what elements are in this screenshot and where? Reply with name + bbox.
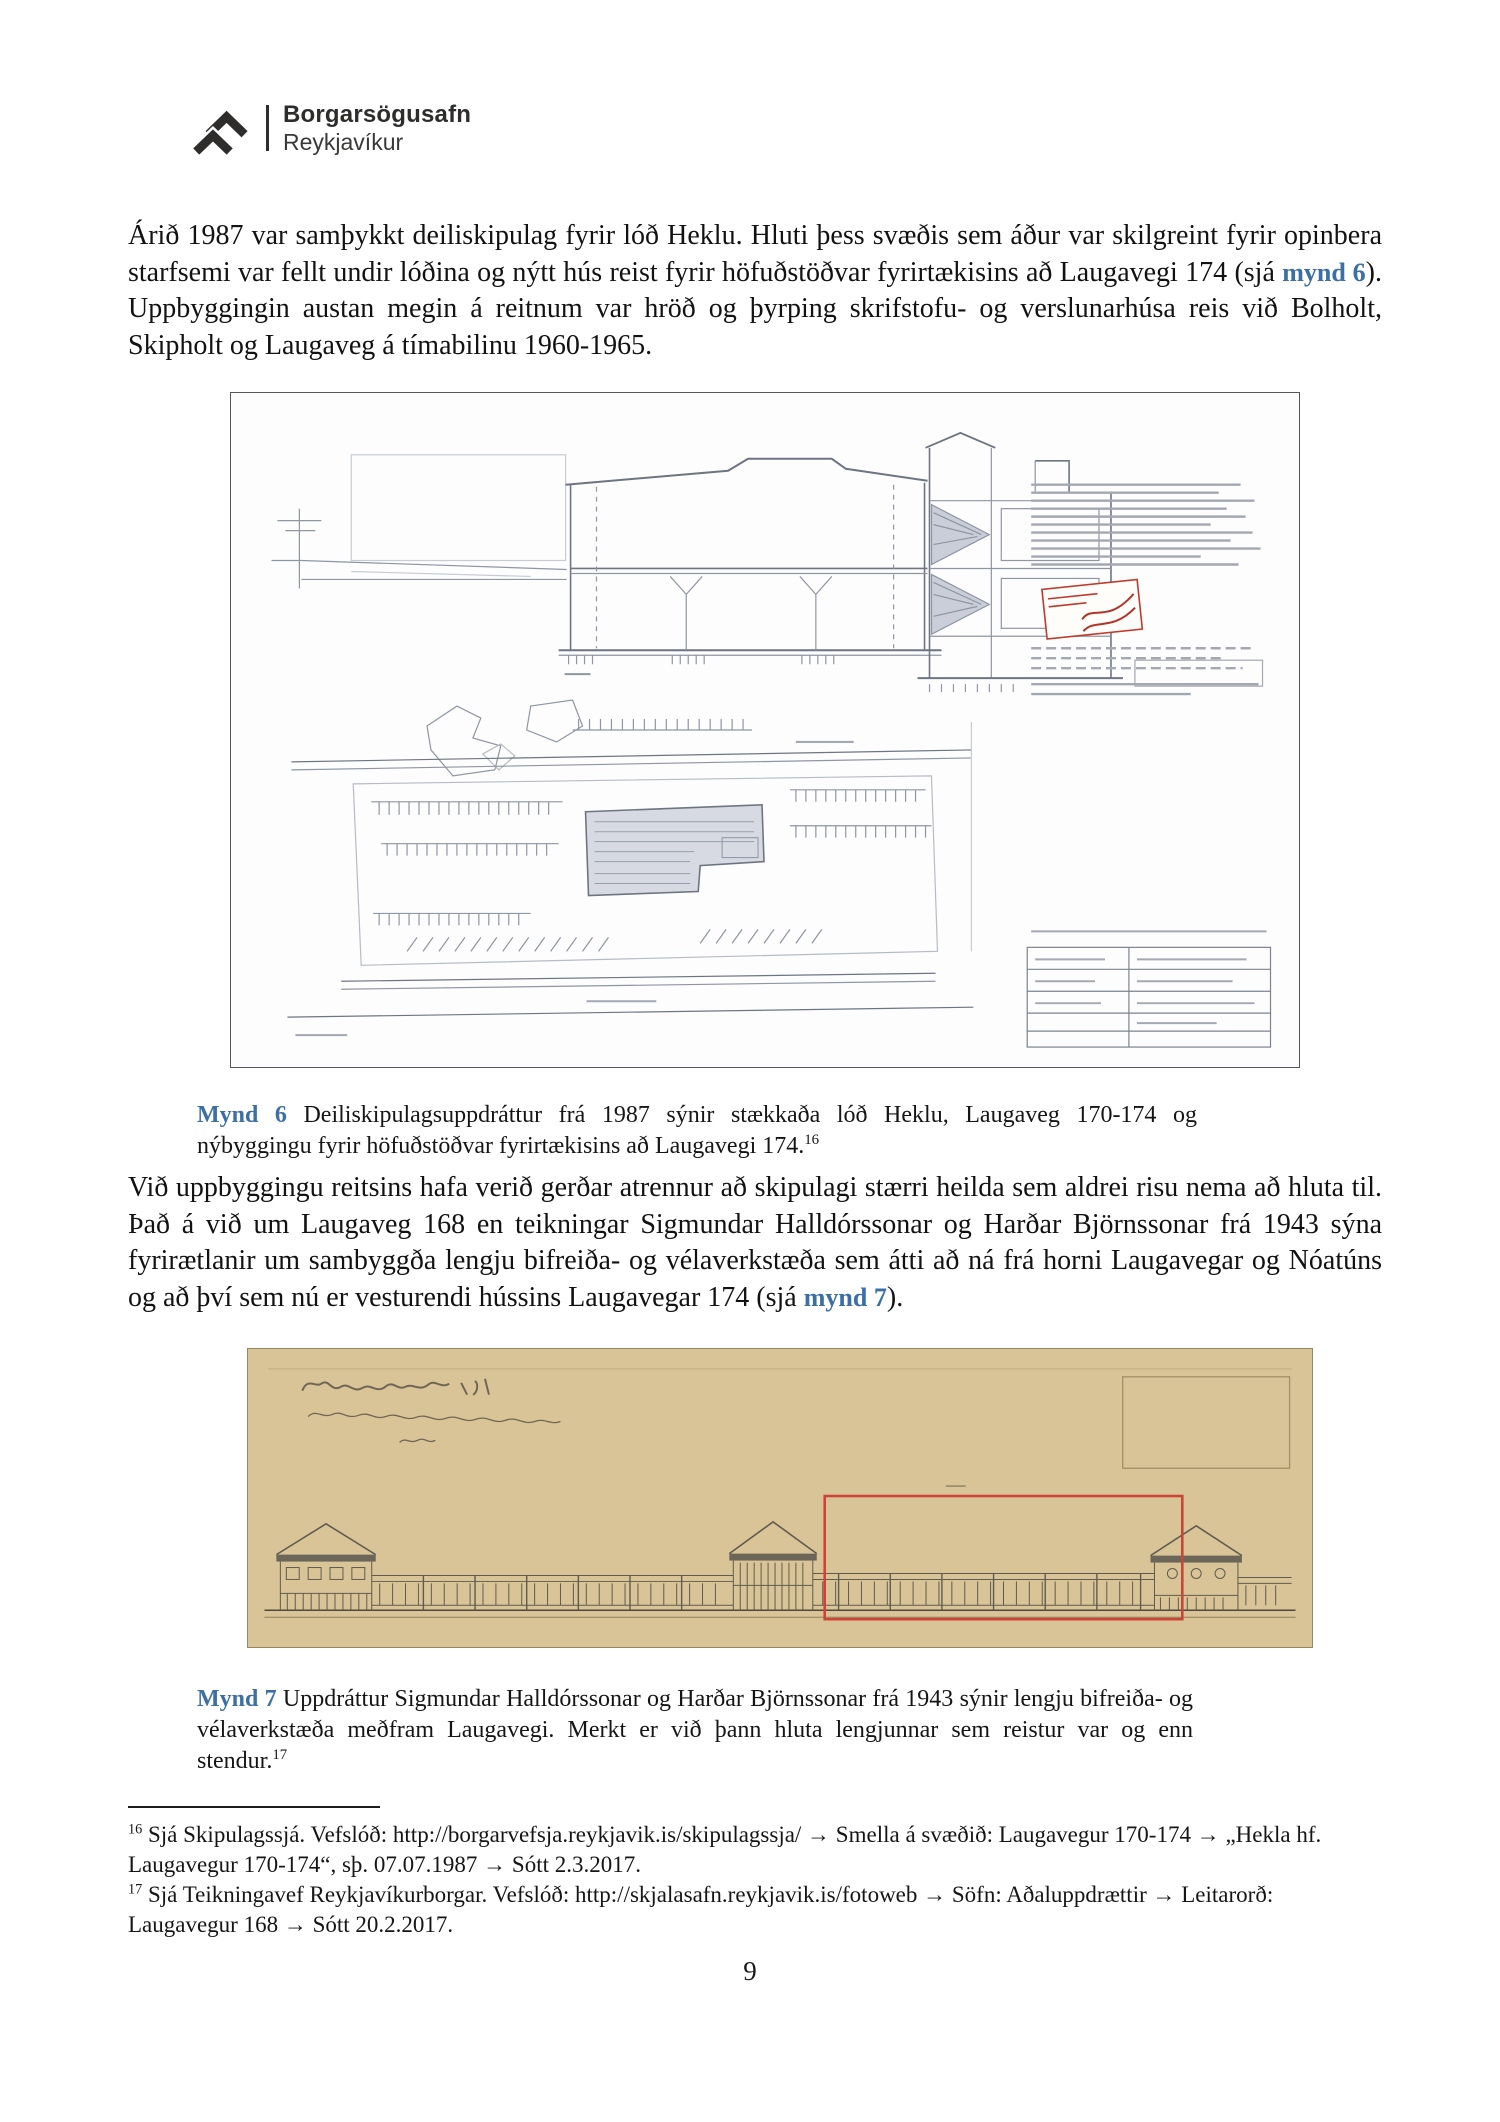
figure-6 bbox=[230, 392, 1300, 1068]
footnote-17-text: Sjá Teikningavef Reykjavíkurborgar. Vefslóð: http://skjalasafn.reykjavik.is/fotoweb → Söfn: Aðaluppdrættir → Leitarorð: Laugavegur 168 → Sótt 20.2.2017. bbox=[128, 1882, 1274, 1937]
logo-divider bbox=[266, 105, 269, 151]
footnote-17 bbox=[128, 1880, 1384, 1939]
figure7-caption bbox=[197, 1684, 1193, 1777]
org-location: Reykjavíkur bbox=[283, 128, 404, 155]
hekla-building-footprint bbox=[586, 805, 764, 896]
footnote-16-marker: 16 bbox=[128, 1821, 143, 1838]
mynd6-reference-link[interactable]: mynd 6 bbox=[1282, 257, 1366, 287]
footnote-17-marker: 17 bbox=[128, 1881, 143, 1898]
paragraph-2-text-after: ). bbox=[886, 1281, 904, 1313]
paragraph-2-text: Við uppbyggingu reitsins hafa verið gerðar atrennur að skipulagi stærri heilda sem aldrei risu nema að hluta til. Það á við um Laugaveg 168 en teikningar Sigmundar Halldórssonar og Harðar Björnssonar frá 1943 sýna fyrirætlanir um sambyggða lengju bifreiða- og vélaverkstæða sem átti að ná frá horni Laugavegar og Nóatúns og að því sem nú er vesturendi hússins Laugavegar 174 (sjá bbox=[128, 1172, 1382, 1313]
figure6-architectural-drawing bbox=[231, 393, 1299, 1067]
figure7-footnote-ref: 17 bbox=[272, 1747, 288, 1763]
figure6-caption-label: Mynd 6 bbox=[197, 1102, 287, 1128]
footnote-16 bbox=[128, 1820, 1384, 1879]
paragraph-1-text: Árið 1987 var samþykkt deiliskipulag fyrir lóð Heklu. Hluti þess svæðis sem áður var skilgreint fyrir opinbera starfsemi var fellt undir lóðina og nýtt hús reist fyrir höfuðstöðvar fyrirtækisins að Laugavegi 174 (sjá bbox=[128, 220, 1382, 288]
figure7-elevation-drawing bbox=[248, 1349, 1312, 1647]
footnote-divider bbox=[128, 1806, 380, 1808]
mynd7-reference-link[interactable]: mynd 7 bbox=[803, 1282, 887, 1312]
figure6-caption bbox=[197, 1100, 1197, 1162]
figure-7 bbox=[247, 1348, 1313, 1648]
borgarsogusafn-logo-icon bbox=[190, 100, 252, 156]
blank-title-block bbox=[1123, 1377, 1290, 1468]
figure6-footnote-ref: 16 bbox=[804, 1132, 820, 1148]
building-section-drawing bbox=[271, 433, 1122, 692]
footnotes-section bbox=[128, 1820, 1384, 1940]
elevation-buildings bbox=[264, 1486, 1295, 1617]
figure6-caption-text: Deiliskipulagsuppdráttur frá 1987 sýnir stækkaða lóð Heklu, Laugaveg 170-174 og nýbyggingu fyrir höfuðstöðvar fyrirtækisins að Laugavegi 174. bbox=[197, 1102, 1197, 1159]
footnote-16-text: Sjá Skipulagssjá. Vefslóð: http://borgarvefsja.reykjavik.is/skipulagssja/ → Smella á svæðið: Laugavegur 170-174 → „Hekla hf. Laugavegur 170-174“, sþ. 07.07.1987 → Sótt 2.3.2017. bbox=[128, 1822, 1322, 1877]
org-name: Borgarsögusafn bbox=[283, 101, 472, 129]
paragraph-1 bbox=[128, 218, 1382, 364]
paragraph-1-text-after: ). Uppbyggingin austan megin á reitnum var hröð og þyrping skrifstofu- og verslunarhúsa reis við Bolholt, Skipholt og Laugaveg á tímabilinu 1960-1965. bbox=[128, 256, 1382, 361]
page-number: 9 bbox=[743, 1956, 757, 1986]
note-box bbox=[1135, 660, 1263, 686]
approval-stamp bbox=[1042, 579, 1142, 639]
street-and-hatching bbox=[287, 929, 973, 1035]
figure7-caption-text: Uppdráttur Sigmundar Halldórssonar og Harðar Björnssonar frá 1943 sýnir lengju bifreiða- og vélaverkstæða meðfram Laugavegi. Merkt er við þann hluta lengjunnar sem reistur var og enn stendur. bbox=[197, 1686, 1193, 1774]
org-logo bbox=[190, 100, 471, 156]
title-block bbox=[1027, 931, 1270, 1047]
figure7-caption-label: Mynd 7 bbox=[197, 1686, 277, 1712]
paragraph-2 bbox=[128, 1170, 1382, 1316]
handwritten-title bbox=[302, 1379, 560, 1443]
